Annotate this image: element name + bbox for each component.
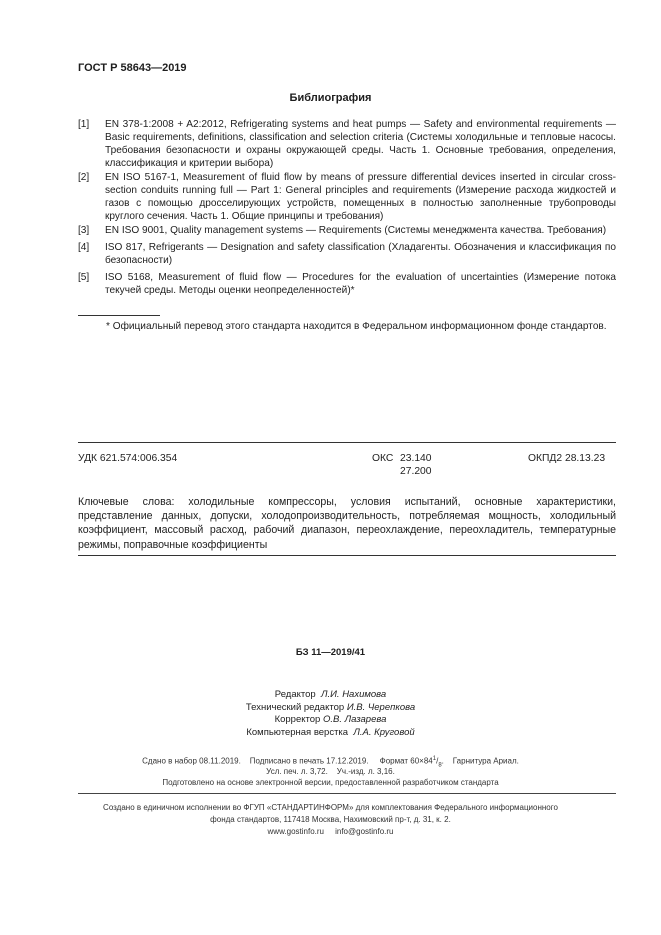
bibliography-item — [78, 171, 616, 223]
staff-role: Редактор — [274, 689, 316, 700]
publisher-line: фонда стандартов, 117418 Москва, Нахимовский пр-т, д. 31, к. 2. — [210, 815, 451, 824]
imprint-format: Формат 60×84 — [379, 756, 433, 766]
imprint-typeset-date: Сдано в набор 08.11.2019. — [142, 756, 241, 766]
bibliography-item-text: ISO 817, Refrigerants — Designation and safety classification (Хладагенты. Обозначения и классификация по безопасности) — [105, 242, 616, 267]
bibliography-item-text: ISO 5168, Measurement of fluid flow — Procedures for the evaluation of uncertainties (Измерение потока текучей среды. Методы оценки неопределенностей)* — [105, 272, 616, 297]
imprint-format-fraction-num: 1 — [432, 756, 437, 762]
oks-label: ОКС — [372, 453, 394, 464]
bibliography-item — [78, 118, 616, 170]
publisher-contacts — [0, 826, 661, 838]
oks-code: 23.140 — [400, 453, 432, 464]
imprint-sign-date: Подписано в печать 17.12.2019. — [249, 756, 369, 766]
bibliography-title: Библиография — [289, 92, 372, 104]
staff-role: Технический редактор — [245, 701, 345, 713]
oks-code: 27.200 — [400, 466, 432, 477]
divider — [78, 442, 616, 443]
imprint-line: Сдано в набор 08.11.2019. Подписано в печать 17.12.2019. Формат $60\times 84^1/_8$. Гарнитура Ариал. — [142, 756, 519, 769]
keywords: Ключевые слова: холодильные компрессоры, условия испытаний, основные характеристики, представление данных, допуски, холодопроизводительность, потребляемая мощность, холодильный коэффициент, массовый расход, рабочий диапазон, переохлаждение, переохладитель, температурные режимы, поправочные коэффициенты — [78, 496, 616, 551]
staff-name: И.В. Черепкова — [346, 701, 416, 713]
bibliography-item — [78, 241, 616, 267]
staff-line — [0, 727, 661, 740]
bibliography-item-text: EN 378-1:2008 + A2:2012, Refrigerating systems and heat pumps — Safety and environmental requirements — Basic requirements, definitions, classification and selection criteria (Системы холодильные и тепловые насосы. Требования безопасности и охраны окружающей среды. Часть 1. Основные требования, определения, классификация и критерии выбора) — [105, 119, 616, 170]
bibliography-item-number: [2] — [78, 172, 90, 183]
bibliography-item — [78, 224, 616, 237]
footnote: * Официальный перевод этого стандарта находится в Федеральном информационном фонде стандартов. — [106, 321, 607, 332]
bibliography-item — [78, 271, 616, 297]
bibliography-item-number: [5] — [78, 272, 90, 283]
staff-role: Компьютерная верстка — [246, 726, 349, 738]
staff-line — [0, 702, 661, 715]
okpd-code: ОКПД2 28.13.23 — [528, 453, 606, 464]
bibliography-item-number: [1] — [78, 119, 90, 130]
publisher-email-link[interactable]: info@gostinfo.ru — [335, 827, 394, 836]
bz-code: БЗ 11—2019/41 — [295, 647, 366, 658]
imprint-font: Гарнитура Ариал. — [452, 756, 519, 766]
divider — [78, 793, 616, 794]
imprint-format-dot: . — [441, 756, 444, 766]
bibliography-item-number: [4] — [78, 242, 90, 253]
staff-role: Корректор — [274, 714, 321, 725]
staff-line — [0, 714, 661, 727]
bibliography-item-text: EN ISO 5167-1, Measurement of fluid flow by means of pressure differential devices inserted in circular cross-section conduits running full — Part 1: General principles and requirements (Измерение расхода жидкостей и газов с помощью дросселирующих устройств, помещенных в полностью заполненные трубопроводы круглого сечения. Часть 1. Общие принципы и требования) — [105, 172, 616, 223]
staff-line — [0, 689, 661, 702]
staff-name: О.В. Лазарева — [322, 714, 387, 725]
imprint-publisher-sheets: Уч.-изд. л. 3,16. — [336, 767, 395, 776]
bibliography-item-number: [3] — [78, 225, 90, 236]
document-code: ГОСТ Р 58643—2019 — [78, 62, 187, 74]
publisher-website-link[interactable]: www.gostinfo.ru — [267, 827, 324, 836]
publisher-line: Создано в единичном исполнении во ФГУП «СТАНДАРТИНФОРМ» для комплектования Федерального информационного — [103, 803, 558, 812]
udk-code: УДК 621.574:006.354 — [78, 453, 178, 464]
imprint-print-sheets: Усл. печ. л. 3,72. — [266, 767, 328, 776]
staff-name: Л.А. Круговой — [353, 726, 415, 738]
imprint-line: Подготовлено на основе электронной версии, предоставленной разработчиком стандарта — [162, 778, 499, 787]
footnote-divider — [78, 315, 160, 316]
bibliography-item-text: EN ISO 9001, Quality management systems — Requirements (Системы менеджмента качества. Требования) — [105, 225, 607, 236]
divider — [78, 555, 616, 556]
imprint-format-fraction-den: 8 — [438, 762, 442, 769]
staff-name: Л.И. Нахимова — [320, 689, 387, 700]
